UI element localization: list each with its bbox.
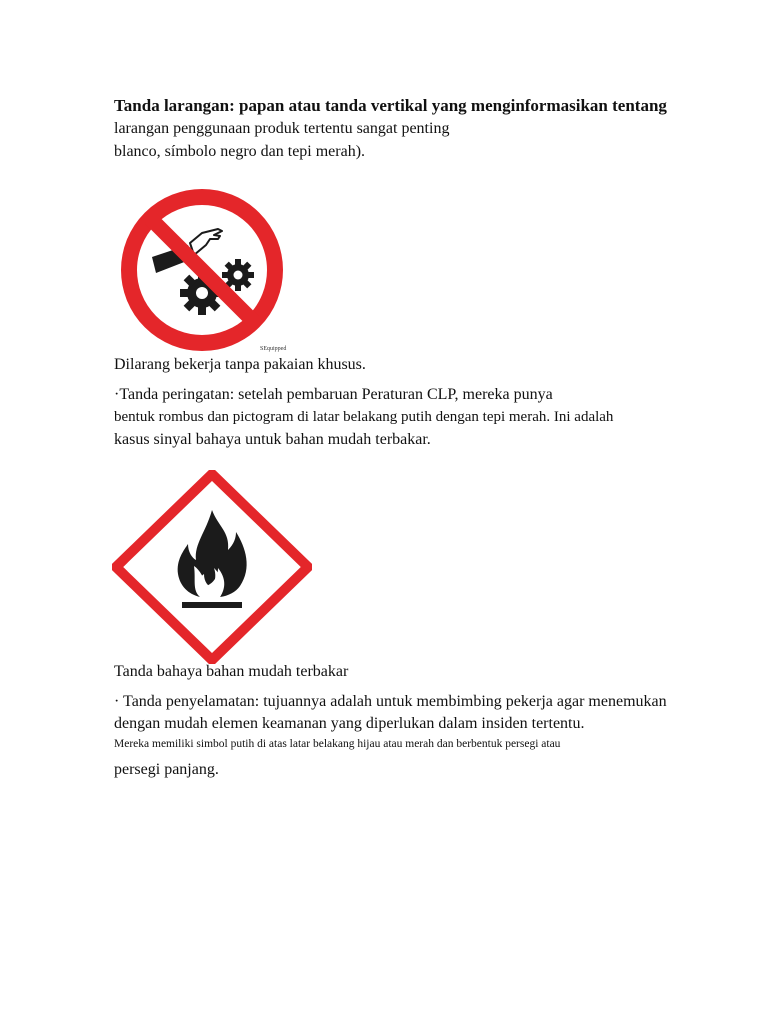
prohibition-heading: Tanda larangan: papan atau tanda vertikal yang menginformasikan tentang [114,96,667,115]
prohibition-caption: Dilarang bekerja tanpa pakaian khusus. [114,356,366,373]
rescue-text-line-2: dengan mudah elemen keamanan yang diperlukan dalam insiden tertentu. [114,715,585,732]
warning-caption: Tanda bahaya bahan mudah terbakar [114,663,349,680]
flammable-hazard-icon [112,470,312,664]
rescue-text-line-4: persegi panjang. [114,761,219,778]
rescue-text-line-1: · Tanda penyelamatan: tujuannya adalah untuk membimbing pekerja agar menemukan [114,693,667,710]
flammable-sign-image [112,470,312,664]
warning-text-line-3: kasus sinyal bahaya untuk bahan mudah terbakar. [114,431,431,448]
image-credit: SEquipped [260,346,287,352]
warning-text-line-1: ·Tanda peringatan: setelah pembaruan Peraturan CLP, mereka punya [114,386,553,403]
rescue-text-line-3: Mereka memiliki simbol putih di atas latar belakang hijau atau merah dan berbentuk persegi atau [114,738,561,750]
prohibition-text-line-3: blanco, símbolo negro dan tepi merah). [114,143,366,160]
prohibition-sign-image [114,181,292,351]
prohibition-text-line-2: larangan penggunaan produk tertentu sangat penting [114,120,450,137]
no-hand-in-gears-icon [114,181,292,351]
warning-text-line-2: bentuk rombus dan pictogram di latar belakang putih dengan tepi merah. Ini adalah [114,409,614,425]
